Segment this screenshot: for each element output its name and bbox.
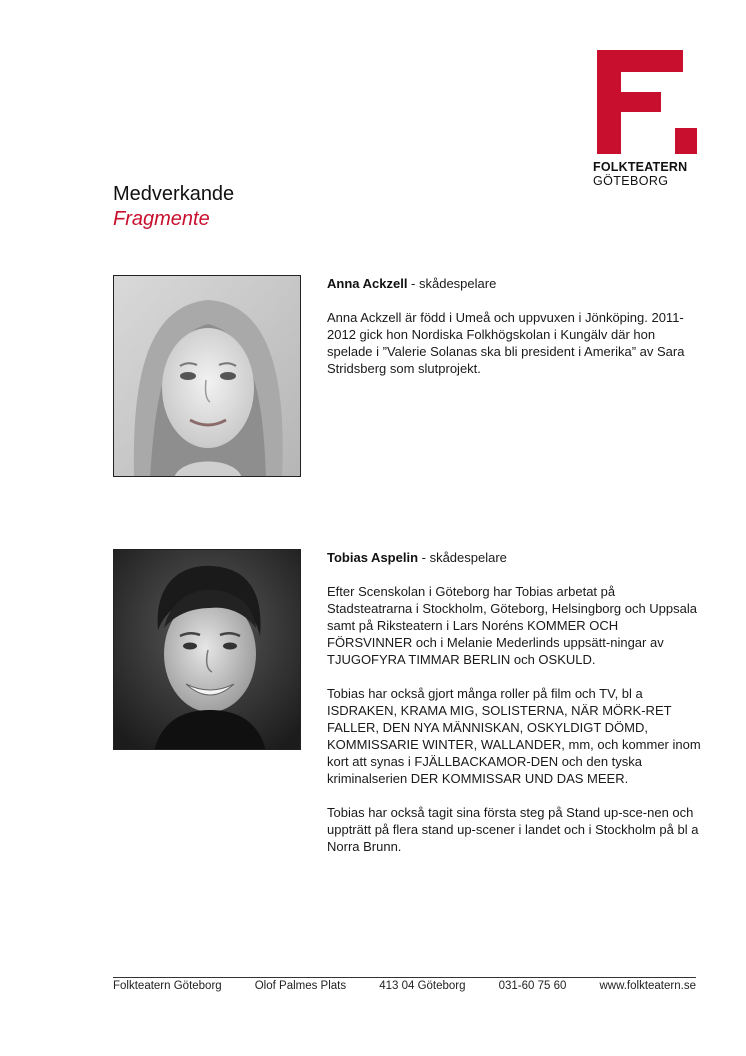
portrait-photo-anna: [113, 275, 301, 477]
footer-divider: [113, 977, 696, 978]
logo-name: FOLKTEATERN: [593, 160, 688, 174]
bio-paragraph: Tobias har också gjort många roller på film och TV, bl a ISDRAKEN, KRAMA MIG, SOLISTERNA, NÄR MÖRK-RET FALLER, DEN NYA MÄNNISKAN, OSKYLDIGT DÖMD, KOMMISSARIE WINTER, WALLANDER, mm, och kommer inom kort att synas i FJÄLLBACKAMOR-DEN och den tyska kriminalserien DER KOMMISSAR UND DAS MEER.: [327, 686, 701, 786]
cast-bio-anna: [327, 275, 702, 394]
cast-bio-tobias: [327, 549, 702, 872]
footer-phone: 031-60 75 60: [498, 980, 567, 992]
folkteatern-logo: [593, 50, 697, 190]
production-title: Fragmente: [113, 208, 210, 230]
cast-role: - skådespelare: [407, 276, 497, 291]
portrait-photo-tobias: [113, 549, 301, 750]
footer-postal: 413 04 Göteborg: [379, 980, 466, 992]
cast-name: Anna Ackzell: [327, 276, 408, 291]
footer-street: Olof Palmes Plats: [254, 980, 347, 992]
cast-name: Tobias Aspelin: [327, 550, 419, 565]
footer-org: Folkteatern Göteborg: [113, 980, 222, 992]
folkteatern-f-logo-mark: [597, 50, 697, 154]
logo-city: GÖTEBORG: [593, 174, 669, 188]
cast-role: - skådespelare: [418, 550, 507, 565]
footer-web: www.folkteatern.se: [599, 980, 696, 992]
bio-paragraph: Anna Ackzell är född i Umeå och uppvuxen i Jönköping. 2011-2012 gick hon Nordiska Folkhögskolan i Kungälv där hon spelade i ”Valerie Solanas ska bli president i Amerika” av Sara Stridsberg som slutprojekt.: [327, 310, 685, 376]
bio-paragraph: Efter Scenskolan i Göteborg har Tobias arbetat på Stadsteatrarna i Stockholm, Göteborg, Helsingborg och Uppsala samt på Riksteatern i Lars Noréns KOMMER OCH FÖRSVINNER och i Melanie Mederlinds uppsätt-ningar av TJUGOFYRA TIMMAR BERLIN och OSKULD.: [327, 584, 697, 667]
page-title: Medverkande: [113, 183, 235, 205]
bio-paragraph: Tobias har också tagit sina första steg på Stand up-sce-nen och uppträtt på flera stand up-scener i landet och i Stockholm på bl a Norra Brunn.: [327, 805, 699, 854]
page-heading: [113, 182, 234, 232]
cast-name-line: [327, 275, 702, 292]
page-footer: [113, 980, 696, 992]
cast-name-line: [327, 549, 702, 566]
